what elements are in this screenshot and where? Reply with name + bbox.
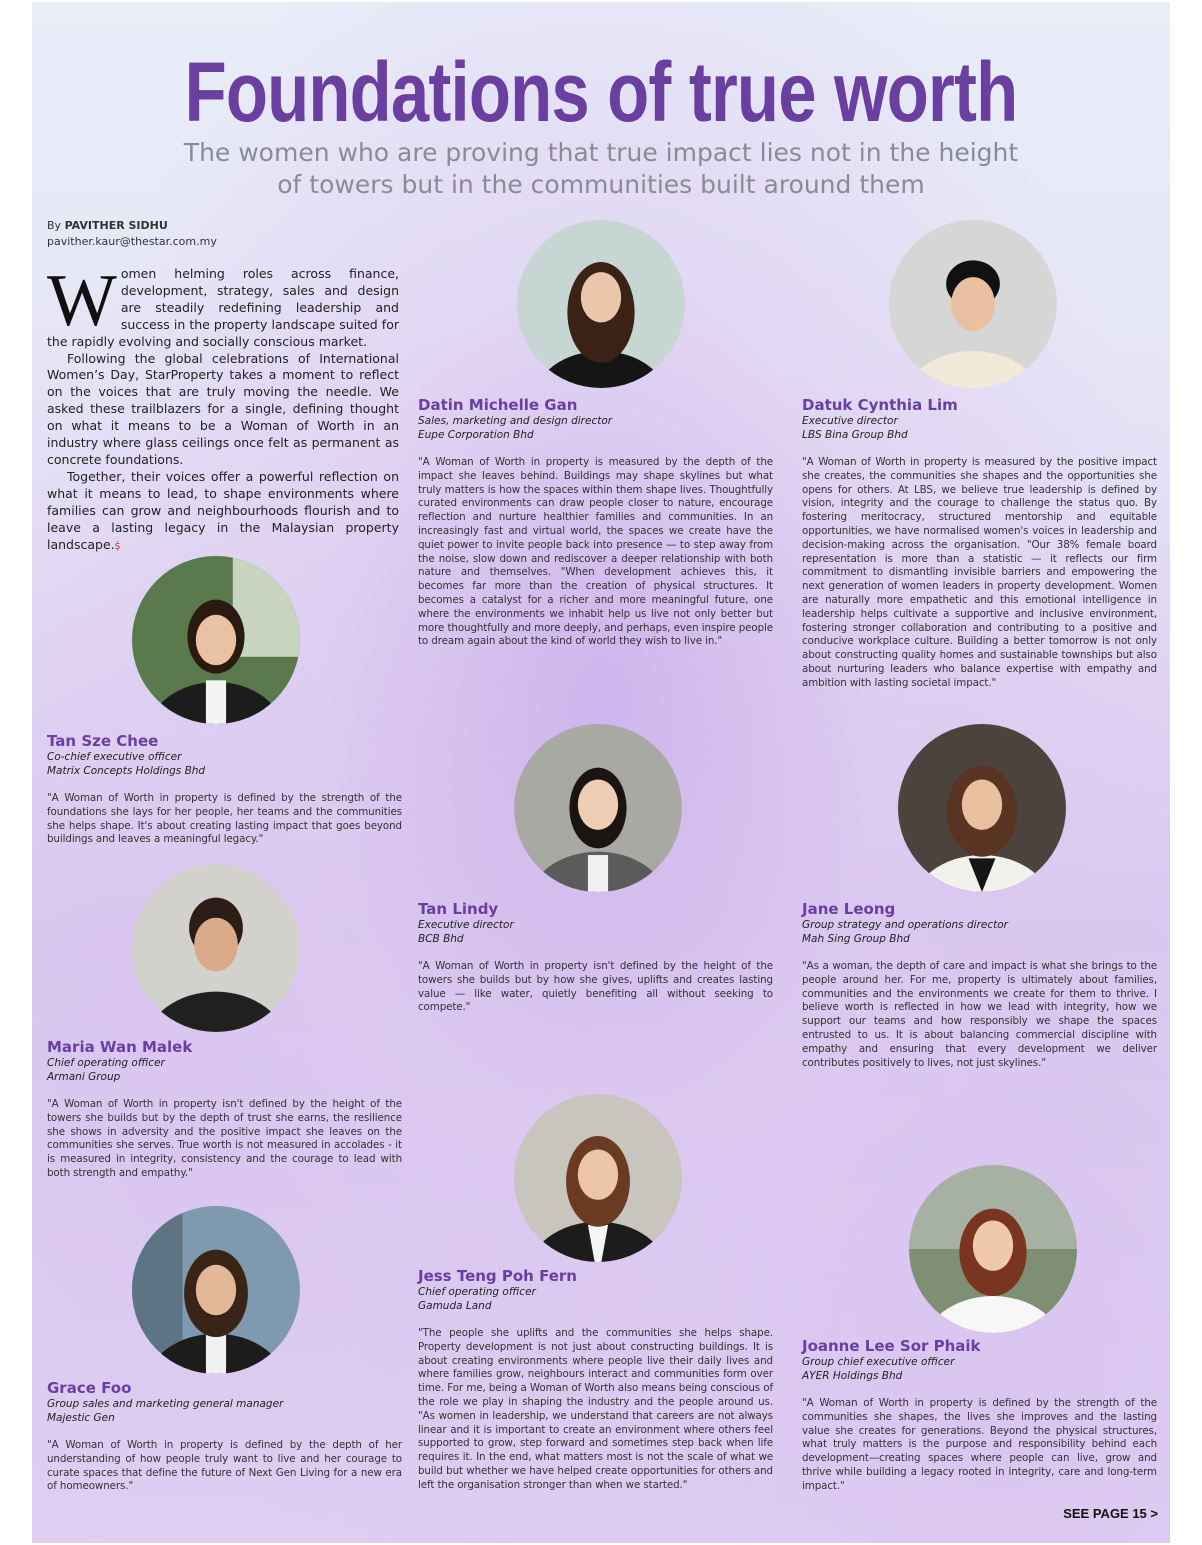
profile-title: Executive director [802,415,898,427]
profile-name: Tan Lindy [418,900,499,918]
profile-company: Majestic Gen [47,1412,115,1424]
profile-card [47,1379,402,1494]
portrait-photo [889,220,1057,388]
profile-title: Group chief executive officer [802,1356,955,1368]
profile-company: BCB Bhd [418,933,464,945]
profile-name: Datuk Cynthia Lim [802,396,958,414]
byline-prefix: By [47,219,62,232]
profile-card [418,900,773,1015]
profile-card [802,1337,1157,1494]
profile-company: Armani Group [47,1071,121,1083]
profile-name: Jane Leong [802,900,896,918]
profile-title: Group sales and marketing general manager [47,1398,284,1410]
portrait-photo [909,1165,1077,1333]
profile-card [418,1267,773,1493]
profile-name: Datin Michelle Gan [418,396,578,414]
intro-text [47,260,399,554]
intro-paragraph [47,260,399,351]
profile-card [47,1038,402,1181]
profile-name: Jess Teng Poh Fern [418,1267,577,1285]
profile-quote: "A Woman of Worth in property is measured by the depth of the impact she leaves behind. Buildings may shape skylines but what truly matters is how the spaces within them shape lives. Thoughtfully curated environments can draw people closer to nature, encourage reflection and nurture healthier families and communities. In an increasingly fast and virtual world, the spaces we create have the quiet power to invite people back into presence — to step away from the noise, slow down and rediscover a deeper relationship with both nature and themselves. "When development achieves this, it becomes far more than the creation of physical structures. It becomes a catalyst for a richer and more meaningful future, one where the environments we inhabit help us live not only better but more thoughtfully and more deeply, and perhaps, even inspire people to dream again about the kind of world they wish to live in." [418,456,773,648]
byline-author: PAVITHER SIDHU [64,219,168,232]
profile-company: Gamuda Land [418,1300,492,1312]
profile-title: Chief operating officer [418,1286,536,1298]
portrait-photo [514,724,682,892]
portrait-photo [514,1094,682,1262]
profile-company: Mah Sing Group Bhd [802,933,910,945]
profile-title: Executive director [418,919,514,931]
drop-cap: W [47,260,117,342]
profile-name: Maria Wan Malek [47,1038,193,1056]
end-mark-icon: ṩ [114,538,121,552]
profile-company: Matrix Concepts Holdings Bhd [47,765,206,777]
profile-quote: "A Woman of Worth in property isn't defined by the height of the towers she builds but by how she gives, uplifts and creates lasting value — like water, quietly benefiting all without seeking to compete." [418,960,773,1014]
portrait-photo [132,556,300,724]
profile-card [418,396,773,649]
portrait-photo [517,220,685,388]
portrait-photo [132,864,300,1032]
profile-name: Joanne Lee Sor Phaik [802,1337,981,1355]
profile-quote: "A Woman of Worth in property is defined by the depth of her understanding of how people truly want to live and her courage to curate spaces that define the future of Next Gen Living for a new era of homeowners." [47,1439,402,1493]
intro-paragraph-1: omen helming roles across finance, development, strategy, sales and design are steadily redefining leadership and success in the property landscape suited for the rapidly evolving and socially conscious market. [47,266,399,349]
headline: Foundations of true worth [184,45,1018,139]
profile-quote: "A Woman of Worth in property is measured by the positive impact she creates, the communities she shapes and the opportunities she opens for others. At LBS, we believe true leadership is defined by vision, integrity and the courage to challenge the status quo. By fostering meritocracy, structured mentorship and equitable opportunities, we have normalised women's voices in leadership and decision-making across the organisation. "Our 38% female board representation is more than a statistic — it reflects our firm commitment to dismantling invisible barriers and empowering the next generation of women leaders in property development. Women are naturally more empathetic and this emotional intelligence in leadership helps cultivate a supportive and inclusive environment, fostering stronger collaboration and contributing to a positive and conducive workplace culture. Building a better tomorrow is not only about constructing quality homes and sustainable townships but also about nurturing leaders who balance expertise with empathy and ambition with lasting societal impact." [802,456,1157,689]
standfirst: The women who are proving that true impact lies not in the height of towers but in the communities built around them [183,138,1019,199]
profile-company: Eupe Corporation Bhd [418,429,534,441]
profile-card [802,396,1157,691]
profile-card [47,732,402,847]
profile-company: AYER Holdings Bhd [802,1370,903,1382]
profile-quote: "A Woman of Worth in property is defined by the strength of the communities she shapes, the lives she improves and the lasting value she creates for generations. Beyond the physical structures, what truly matters is the purpose and responsibility behind each development—creating spaces where people can live, grow and thrive while building a legacy rooted in integrity, care and long-term impact." [802,1397,1157,1492]
profile-title: Sales, marketing and design director [418,415,613,427]
profile-title: Group strategy and operations director [802,919,1008,931]
magazine-page [32,2,1170,1543]
profile-company: LBS Bina Group Bhd [802,429,908,441]
profile-name: Grace Foo [47,1379,132,1397]
portrait-photo [132,1206,300,1374]
byline [47,218,217,250]
intro-paragraph-3 [47,469,399,555]
portrait-photo [898,724,1066,892]
intro-paragraph-2: Following the global celebrations of International Women’s Day, StarProperty takes a moment to reflect on the voices that are truly moving the needle. We asked these trailblazers for a single, defining thought on what it means to be a Woman of Worth in an industry where glass ceilings once felt as permanent as concrete foundations. [47,350,399,467]
profile-quote: "A Woman of Worth in property is defined by the strength of the foundations she lays for her people, her teams and the communities she helps shape. It's about creating lasting impact that goes beyond buildings and leaves a meaningful legacy." [47,792,402,846]
profile-name: Tan Sze Chee [47,732,159,750]
see-page-link[interactable]: SEE PAGE 15 > [1063,1506,1158,1521]
profile-title: Co-chief executive officer [47,751,182,763]
byline-email[interactable]: pavither.kaur@thestar.com.my [47,235,217,248]
profile-quote: "As a woman, the depth of care and impact is what she brings to the people around her. For me, property is ultimately about families, communities and the environments we create for them to thrive. I believe worth is reflected in how we lead with integrity, how we support our teams and how responsibly we shape the spaces entrusted to us. It is about balancing commercial discipline with empathy and ensuring that every development we deliver contributes positively to lives, not just skylines." [802,960,1157,1069]
profile-quote: "A Woman of Worth in property isn't defined by the height of the towers she builds but by the depth of trust she earns, the resilience she shows in adversity and the positive impact she leaves on the communities she serves. True worth is not measured in accolades - it is measured in integrity, consistency and the courage to lead with both strength and empathy." [47,1098,402,1179]
intro-paragraph-3-text: Together, their voices offer a powerful reflection on what it means to lead, to shape environments where families can grow and neighbourhoods flourish and to leave a lasting legacy in the Malaysian property landscape. [47,468,399,552]
profile-title: Chief operating officer [47,1057,165,1069]
profile-quote: "The people she uplifts and the communities she helps shape. Property development is not just about constructing buildings. It is about creating environments where people live their daily lives and where families grow, neighbours interact and communities form over time. For me, being a Woman of Worth also means being conscious of the role we play in shaping the industry and the people around us. "As women in leadership, we understand that careers are not always linear and it is important to create an environment where others feel supported to grow, step forward and sometimes step back when life requires it. In the end, what matters most is not the scale of what we build but whether we have helped create opportunities for others and left the organisation stronger than when we started." [418,1327,773,1491]
profile-card [802,900,1157,1070]
